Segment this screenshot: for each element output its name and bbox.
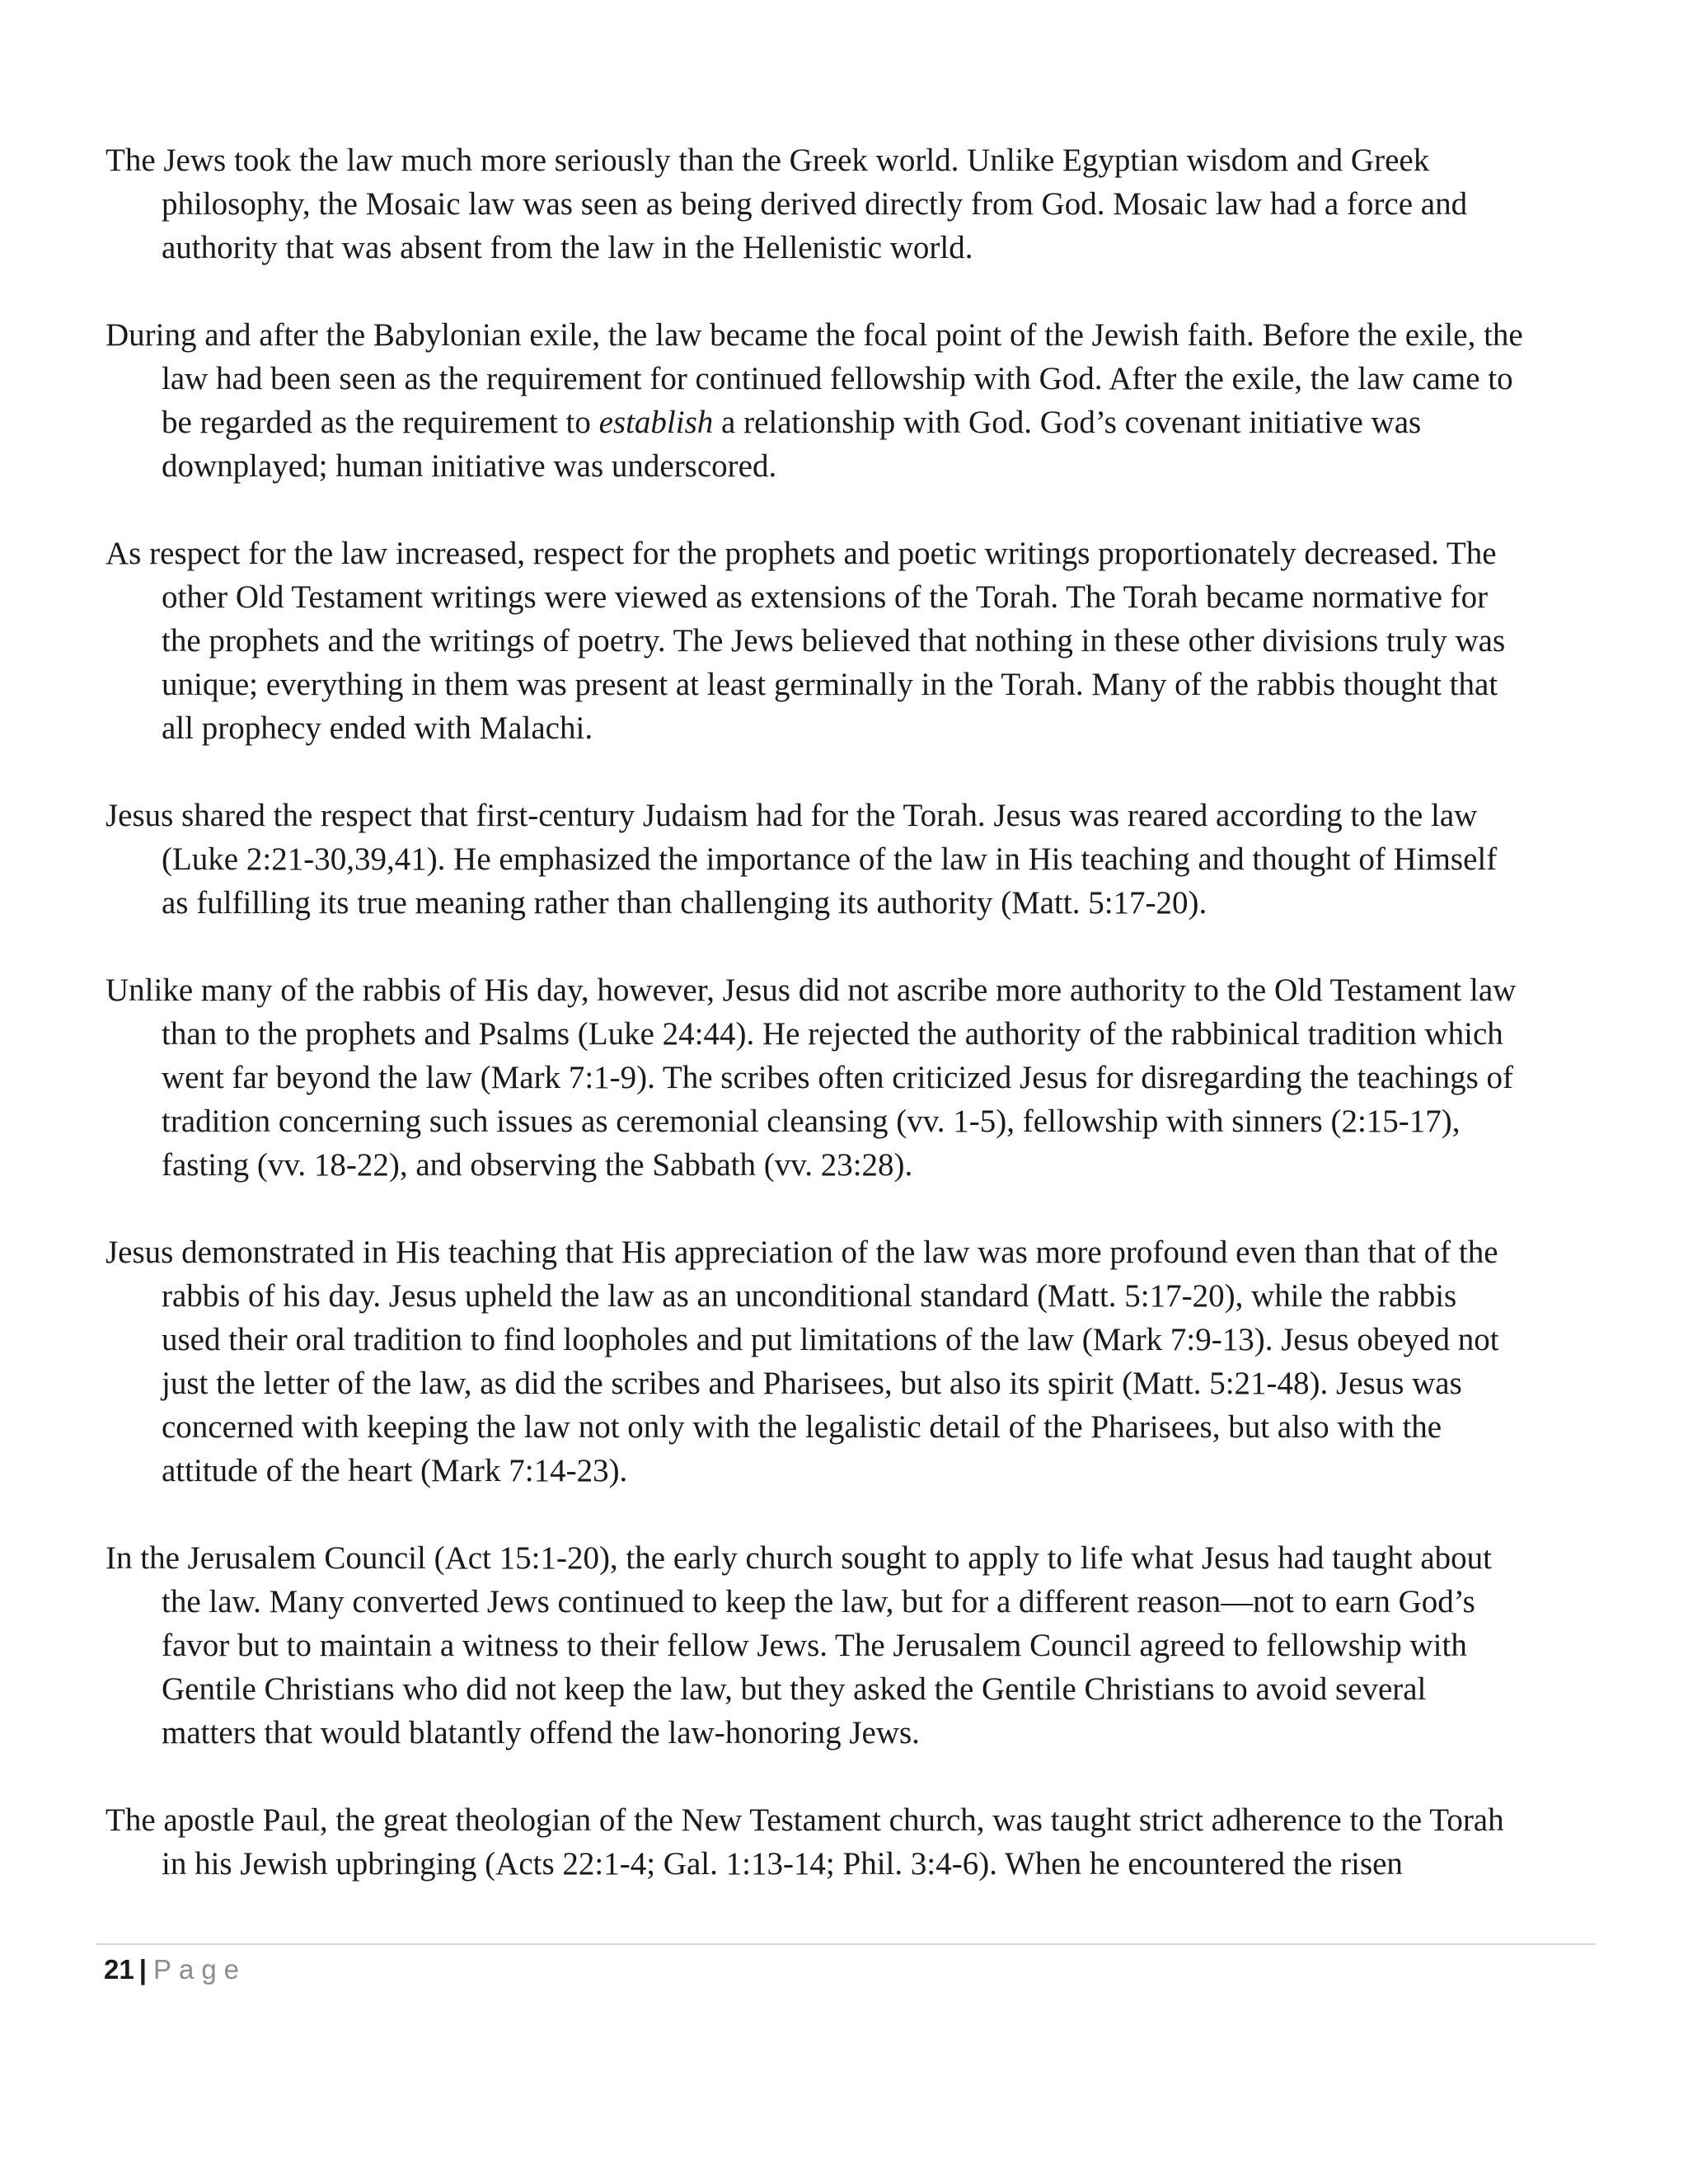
paragraph-8: The apostle Paul, the great theologian of the New Testament church, was taught strict adherence to the Torah in his Jewish upbringing (Acts 22:1-4; Gal. 1:13-14; Phil. 3:4-6). When he encountered the risen: [106, 1802, 1504, 1882]
paragraph-2-text-end: a relationship with God. God’s covenant initiative was downplayed; human initiative was underscored.: [162, 405, 1422, 484]
paragraph-7: In the Jerusalem Council (Act 15:1-20), the early church sought to apply to life what Jesus had taught about the law. Many converted Jews continued to keep the law, but for a different reason—not to earn God’s favor but to maintain a witness to their fellow Jews. The Jerusalem Council agreed to fellowship with Gentile Christians who did not keep the law, but they asked the Gentile Christians to avoid several matters that would blatantly offend the law-honoring Jews.: [106, 1540, 1493, 1750]
page-label: Page: [152, 1954, 247, 1985]
page-number: 21: [104, 1954, 134, 1985]
paragraph-3: As respect for the law increased, respect for the prophets and poetic writings proportionately decreased. The other Old Testament writings were viewed as extensions of the Torah. The Torah became normative for the prophets and the writings of poetry. The Jews believed that nothing in these other divisions truly was unique; everything in them was present at least germinally in the Torah. Many of the rabbis thought that all prophecy ended with Malachi.: [106, 536, 1506, 746]
emphasis-text: establish: [598, 405, 714, 440]
body-text: [106, 138, 1523, 1929]
footer-separator: |: [138, 1954, 147, 1985]
paragraph-2: [106, 313, 1523, 488]
paragraph-6: Jesus demonstrated in His teaching that His appreciation of the law was more profound even than that of the rabbis of his day. Jesus upheld the law as an unconditional standard (Matt. 5:17-20), while the rabbis used their oral tradition to find loopholes and put limitations of the law (Mark 7:9-13). Jesus obeyed not just the letter of the law, as did the scribes and Pharisees, but also its spirit (Matt. 5:21-48). Jesus was concerned with keeping the law not only with the legalistic detail of the Pharisees, but also with the attitude of the heart (Mark 7:14-23).: [106, 1235, 1499, 1488]
paragraph-4: Jesus shared the respect that first-century Judaism had for the Torah. Jesus was reared according to the law (Luke 2:21-30,39,41). He emphasized the importance of the law in His teaching and thought of Himself as fulfilling its true meaning rather than challenging its authority (Matt. 5:17-20).: [106, 798, 1498, 921]
paragraph-5: Unlike many of the rabbis of His day, however, Jesus did not ascribe more authority to the Old Testament law than to the prophets and Psalms (Luke 24:44). He rejected the authority of the rabbinical tradition which went far beyond the law (Mark 7:1-9). The scribes often criticized Jesus for disregarding the teachings of tradition concerning such issues as ceremonial cleansing (vv. 1-5), fellowship with sinners (2:15-17), fasting (vv. 18-22), and observing the Sabbath (vv. 23:28).: [106, 972, 1517, 1183]
paragraph-1: The Jews took the law much more seriously than the Greek world. Unlike Egyptian wisdom and Greek philosophy, the Mosaic law was seen as being derived directly from God. Mosaic law had a force and authority that was absent from the law in the Hellenistic world.: [106, 143, 1468, 265]
footer-divider: [96, 1943, 1596, 1945]
paragraph-2-text-start: During and after the Babylonian exile, the law became the focal point of the Jewish faith. Before the exile, the law had been seen as the requirement for continued fellowship with God. After the exile, the law came to be regarded as the requirement to: [106, 317, 1523, 440]
page-footer: [104, 1953, 246, 1986]
